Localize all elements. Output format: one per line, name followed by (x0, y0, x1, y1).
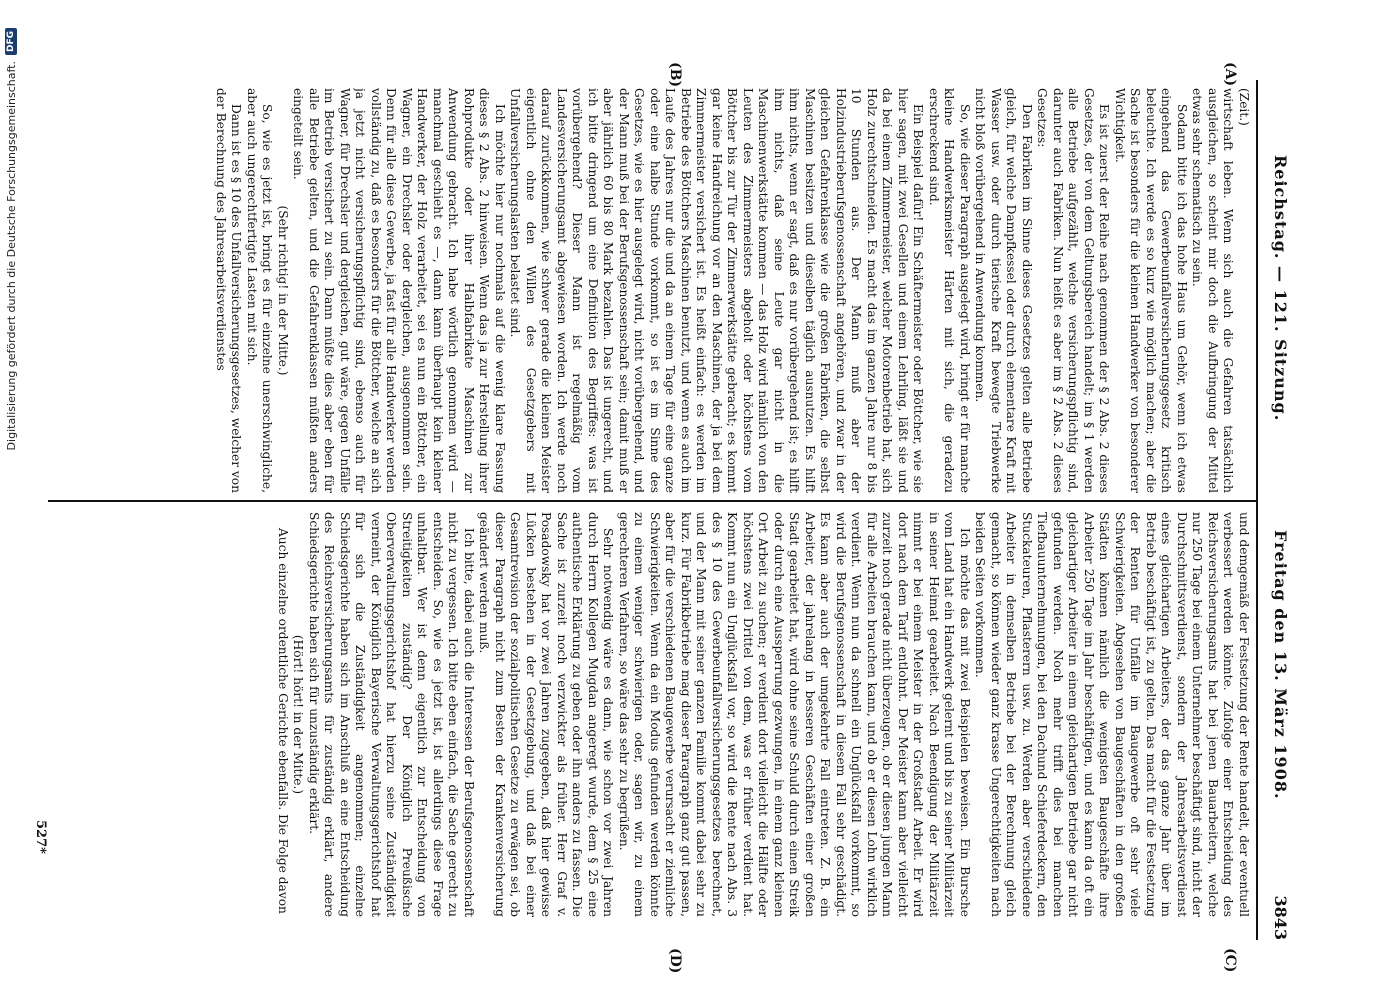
paragraph: Sehr notwendig wäre es dann, wie schon vor zwei Jahren durch Herrn Kollegen Mugdan angeregt wurde, dem § 25 eine authentische Erklärung zu geben oder ihn anders zu fassen. Die Sache ist zurzeit noch verzwickter als früher. Herr Graf v. Posadowsky hat vor zwei Jahren zugegeben, daß hier gewisse Lücken bestehen in der Gesetzgebung, und daß bei einer Gesamtrevision der sozialpolitischen Gesetze zu erwägen sei, ob dieser Paragraph nicht zum Besten der Krankenversicherung geändert werden muß. (477, 512, 616, 917)
margin-mark-d: (D) (667, 948, 683, 974)
paragraph: Auch einzelne ordentliche Gerichte ebenfalls. Die Folge davon (276, 528, 290, 914)
margin-mark-a: (A) (1222, 62, 1238, 87)
paragraph: Dann ist es § 10 des Unfallversicherungsgesetzes, welcher von der Berechnung des Jahresarbeitsverdienstes (214, 88, 244, 493)
paragraph: (Hört! hört! in der Mitte.) (291, 634, 306, 795)
paragraph: So, wie dieser Paragraph ausgelegt wird, bringt er für manche kleine Handwerksmeister Härten mit sich, die geradezu erschreckend sind. (927, 88, 972, 493)
paragraph: Ich möchte das mit zwei Beispielen beweisen. Ein Bursche vom Land hat ein Handwerk gelernt und bis zu seiner Militärzeit in seiner Heimat gearbeitet. Nach Beendigung der Militärzeit nimmt er bei einem Meister in der Großstadt Arbeit. Er wird dort nach dem Tarif entlohnt. Der Meister kann aber vielleicht zurzeit noch gerade nicht überzeugen, ob er diesen jungen Mann für alle Arbeiten brauchen kann, und ob er diesen Lohn wirklich verdient. Wenn nun da schnell ein Unglücksfall vorkommt, so wird die Berufsgenossenschaft in diesem Fall sehr geschädigt. Es kann aber auch der umgekehrte Fall eintreten. Z. B. ein Arbeiter, der jahrelang in besseren Geschäften einer großen Stadt gearbeitet hat, wird ohne seine Schuld durch einen Streik oder durch eine Aussperrung gezwungen, in einem ganz kleinen Ort Arbeit zu suchen; er verdient dort vielleicht die Hälfte oder höchstens zwei Drittel von dem, was er früher verdient hat. Kommt nun ein Unglücksfall vor, so wird die Rente nach Abs. 3 des § 10 des Gewerbeunfallversicherungsgesetzes berechnet, und der Mann mit seiner ganzen Familie kommt dabei sehr zu kurz. Für Fabrikbetriebe mag dieser Paragraph ganz gut passen, aber für die verschiedenen Baugewerbe verursacht er ziemliche Schwierigkeiten. Wenn da ein Modus gefunden werden könnte zu einem weniger schwierigen oder, sagen wir, zu einem gerechteren Verfahren, so wäre das sehr zu begrüßen. (617, 512, 972, 917)
paragraph: So, wie es jetzt ist, bringt es für einzelne unerschwingliche, aber auch ungerechtfertigte Lasten mit sich. (245, 88, 275, 493)
left-running-title: Reichstag. — 121. Sitzung. (1271, 155, 1290, 422)
left-text-column (41, 88, 1251, 493)
credit-text: Digitalisierung gefördert durch die Deutsche Forschungsgemeinschaft. (4, 61, 18, 451)
header-rule (1256, 80, 1258, 940)
paragraph: Es ist zuerst der Reihe nach genommen der § 2 Abs. 2 dieses Gesetzes, der von dem Geltungsbereich handelt; im § 1 werden alle Betriebe aufgezählt, welche versicherungspflichtig sind, darunter auch Fabriken. Nun heißt es aber im § 2 Abs. 2 dieses Gesetzes: (1035, 88, 1112, 493)
margin-mark-b: (B) (667, 62, 683, 88)
page-header (1258, 80, 1298, 940)
paragraph: Sodann bitte ich das hohe Haus um Gehör, wenn ich etwas eingehend das Gewerbeunfallversicherungsgesetz kritisch beleuchte. Ich werde es so kurz wie möglich machen; aber die Sache ist besonders für die kleinen Handwerker von besonderer Wichtigkeit. (1113, 88, 1189, 493)
right-running-title: Freitag den 13. März 1908. (1271, 530, 1290, 800)
paragraph: Den Fabriken im Sinne dieses Gesetzes gelten alle Betriebe gleich, für welche Dampfkessel oder durch elementare Kraft mit Wasser usw. oder durch tierische Kraft bewegte Triebwerke nicht bloß vorübergehend in Anwendung kommen. (973, 88, 1034, 493)
paragraph: wirtschaft leben. Wenn sich auch die Gefahren tatsächlich ausgleichen, so scheint mir doch die Aufbringung der Mittel etwas sehr schematisch zu sein. (1190, 88, 1236, 493)
page-number: 3843 (1271, 895, 1290, 940)
paragraph: Ich bitte, dabei auch die Interessen der Berufsgenossenschaft nicht zu vergessen. Ich bitte eben einfach, die Sache gerecht zu entscheiden. So, wie es jetzt ist, ist allerdings diese Frage unhaltbar. Wer ist denn eigentlich zur Entscheidung von Streitigkeiten zuständig? Der Königlich Preußische Oberverwaltungsgerichtshof hat hierzu seine Zuständigkeit verneint, der Königlich Bayerische Verwaltungsgerichtshof hat für sich die Zuständigkeit angenommen; einzelne Schiedsgerichte haben sich im Anschluß an eine Entscheidung des Reichsversicherungsamts für zuständig erklärt, andere Schiedsgerichte haben sich für unzuständig erklärt. (307, 512, 476, 917)
right-text-column (41, 512, 1251, 917)
paragraph: (Zeit.) (1237, 88, 1251, 126)
column-divider (48, 500, 1258, 502)
paragraph: und demgemäß der Festsetzung der Rente handelt, der eventuell verbessert werden könnte. Zufolge einer Entscheidung des Reichsversicherungsamts hat bei jenen Bauarbeitern, welche nur 250 Tage bei einem Unternehmer beschäftigt sind, nicht der Durchschnittsverdienst, sondern der Jahresarbeitsverdienst eines gleichartigen Arbeiters, der das ganze Jahr über im Betrieb beschäftigt ist, zu gelten. Das macht für die Festsetzung der Renten für Unfälle im Baugewerbe oft sehr viele Schwierigkeiten. Abgesehen von Baugeschäften in den großen Städten können nämlich die wenigsten Baugeschäfte ihre Arbeiter 250 Tage im Jahr beschäftigen, und es kann da oft ein gleichartiger Arbeiter in einem gleichartigen Betriebe gar nicht gefunden werden. Noch mehr trifft dies bei manchen Tiefbauunternehmungen, bei den Dachund Schieferdeckern, den Stuckateuren, Pflasterern usw. zu. Werden aber verschiedene Arbeiter in demselben Betriebe bei der Berechnung gleich gemacht, so können wieder ganz krasse Ungerechtigkeiten nach beiden Seiten vorkommen. (973, 512, 1251, 917)
paragraph: (Sehr richtig! in der Mitte.) (276, 205, 290, 376)
paragraph: Ich möchte hier nur nochmals auf die wenig klare Fassung dieses § 2 Abs. 2 hinweisen. Wenn das ja zur Herstellung ihrer Rohprodukte oder ihrer Halbfabrikate Maschinen zur Anwendung gebracht. Ich habe wörtlich genommen wird — manchmal geschieht es —, dann kann überhaupt kein kleiner Handwerker, der Holz verarbeitet, sei es nun ein Böttcher, ein Wagner, ein Drechsler oder dergleichen, ausgenommen sein. Denn für alle diese Gewerbe, ja fast für alle Handwerker werden vollständig zu, daß es besonders für die Böttcher, welche an sich ja jetzt nicht versicherungspflichtig sind, ebenso auch für Wagner, für Drechsler und dergleichen, gut wäre, gegen Unfälle im Betrieb versichert zu sein. Dann müßte dies aber eben für alle Betriebe gelten, und die Gefahrenklassen müßten anders eingeteilt sein. (291, 88, 507, 493)
margin-mark-c: (C) (1222, 948, 1238, 973)
dfg-logo: DFG (5, 28, 17, 55)
sheet-number: 527* (33, 820, 48, 854)
digitization-credit (0, 0, 22, 1000)
paragraph: Ein Beispiel dafür! Ein Schäftermeister oder Böttcher, wie sie hier sagen, mit zwei Gesellen und einem Lehrling, läßt sie und da bei einem Zimmermeister, welcher Motorenbetrieb hat, sich Holz zurechtschneiden. Es macht das im ganzen Jahre nur 8 bis 10 Stunden aus. Der Mann muß aber der Holzindustrieberufsgenossenschaft angehören, und zwar in der gleichen Gefahrenklasse wie die großen Fabriken, die selbst Maschinen besitzen und dieselben täglich ausnutzen. Es hilft ihm nichts, wenn er sagt, daß es nur vorübergehend ist; es hilft ihm nichts, daß seine Leute gar nicht in die Maschinenwerkstätte kommen — das Holz wird nämlich von den Leuten des Zimmermeisters abgeholt oder höchstens vom Böttcher bis zur Tür der Zimmerwerkstätte gebracht; es kommt gar keine Handreichung vor an den Maschinen, der ja bei dem Zimmermeister versichert ist. Es heißt einfach: es werden im Betriebe des Böttchers Maschinen benutzt, und wenn es auch im Laufe des Jahres nur die und da an einem Tage für eine ganze oder eine halbe Stunde vorkommt, so ist es im Sinne des Gesetzes, wie es hier ausgelegt wird, nicht vorübergehend, und der Mann muß bei der Berufsgenossenschaft sein; damit muß er aber jährlich 60 bis 80 Mark bezahlen. Das ist ungerecht, und ich bitte dringend um eine Definition des Begriffes: was ist vorübergehend? Dieser Mann ist regelmäßig vom Landesversicherungsamt abgewiesen worden. Ich werde noch darauf zurückkommen, wie schwer gerade die kleinen Meister eigentlich ohne den Willen des Gesetzgebers mit Unfallversicherungslasten belastet sind. (508, 88, 926, 493)
